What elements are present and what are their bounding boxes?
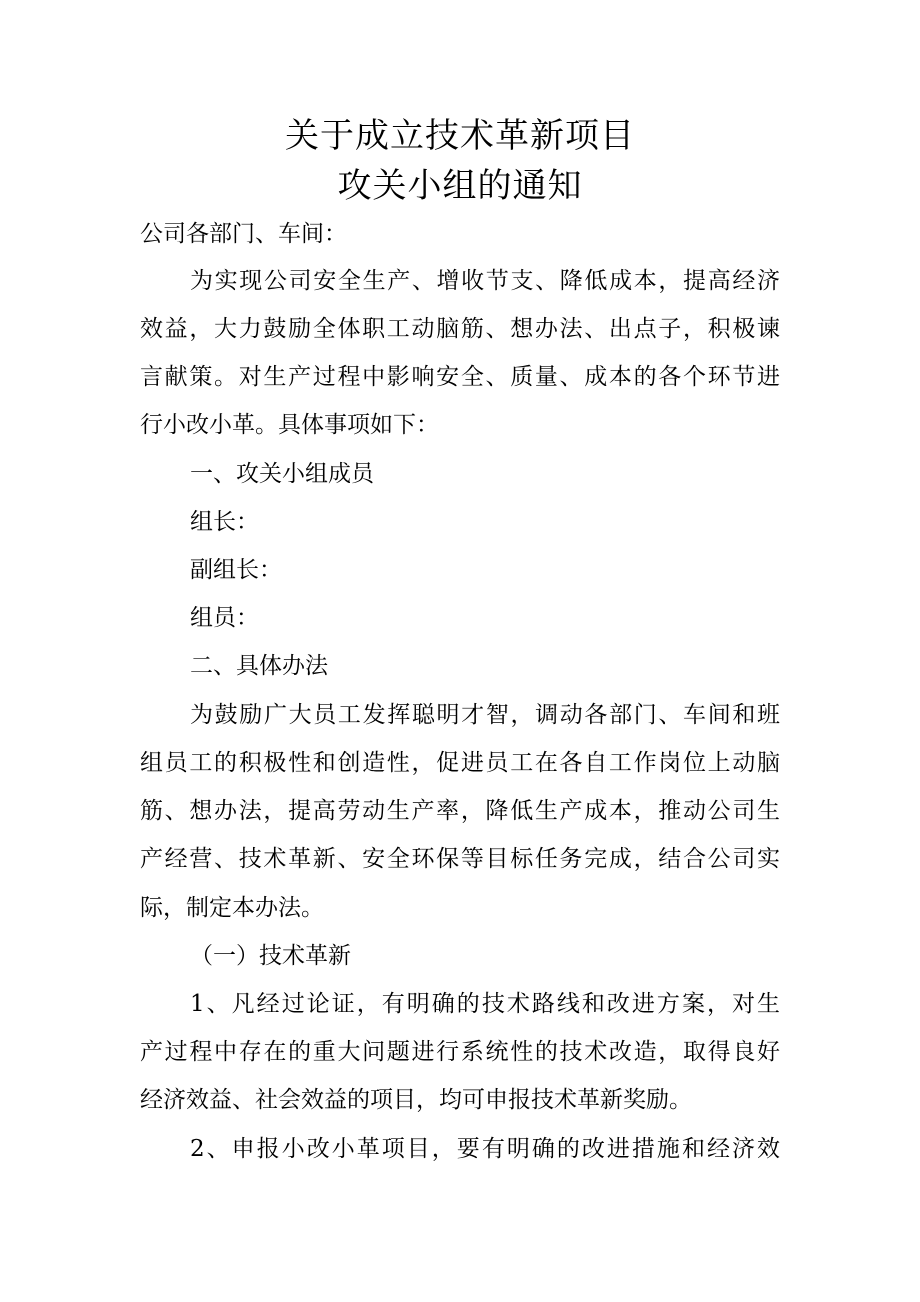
leader-label: 组长：	[190, 509, 259, 535]
paragraph-2-line: 际，制定本办法。	[140, 895, 324, 921]
item-1-line: 经济效益、社会效益的项目，均可申报技术革新奖励。	[140, 1087, 692, 1113]
member-label: 组员：	[190, 605, 259, 631]
salutation: 公司各部门、车间：	[140, 221, 347, 247]
deputy-leader-label: 副组长：	[190, 557, 282, 583]
paragraph-1-line: 行小改小革。具体事项如下：	[140, 412, 439, 438]
paragraph-2-line: 为鼓励广大员工发挥聪明才智，调动各部门、车间和班	[190, 702, 780, 728]
document-title-line-1: 关于成立技术革新项目	[285, 116, 635, 156]
item-1-line: 产过程中存在的重大问题进行系统性的技术改造，取得良好	[140, 1039, 780, 1065]
paragraph-2-line: 筋、想办法，提高劳动生产率，降低生产成本，推动公司生	[140, 798, 780, 824]
section-1-heading: 一、攻关小组成员	[190, 461, 374, 487]
paragraph-1-line: 为实现公司安全生产、增收节支、降低成本，提高经济	[190, 268, 780, 294]
paragraph-1-line: 言献策。对生产过程中影响安全、质量、成本的各个环节进	[140, 364, 780, 390]
subsection-1-heading: （一）技术革新	[190, 943, 351, 969]
paragraph-1-line: 效益，大力鼓励全体职工动脑筋、想办法、出点子，积极谏	[140, 316, 780, 342]
paragraph-2-line: 组员工的积极性和创造性，促进员工在各自工作岗位上动脑	[140, 750, 780, 776]
paragraph-2-line: 产经营、技术革新、安全环保等目标任务完成，结合公司实	[140, 846, 780, 872]
section-2-heading: 二、具体办法	[190, 653, 328, 679]
item-1-line: 1、凡经过论证，有明确的技术路线和改进方案，对生	[190, 991, 780, 1017]
document-title-line-2: 攻关小组的通知	[337, 166, 583, 206]
item-2-line: 2、申报小改小革项目，要有明确的改进措施和经济效	[190, 1136, 780, 1162]
